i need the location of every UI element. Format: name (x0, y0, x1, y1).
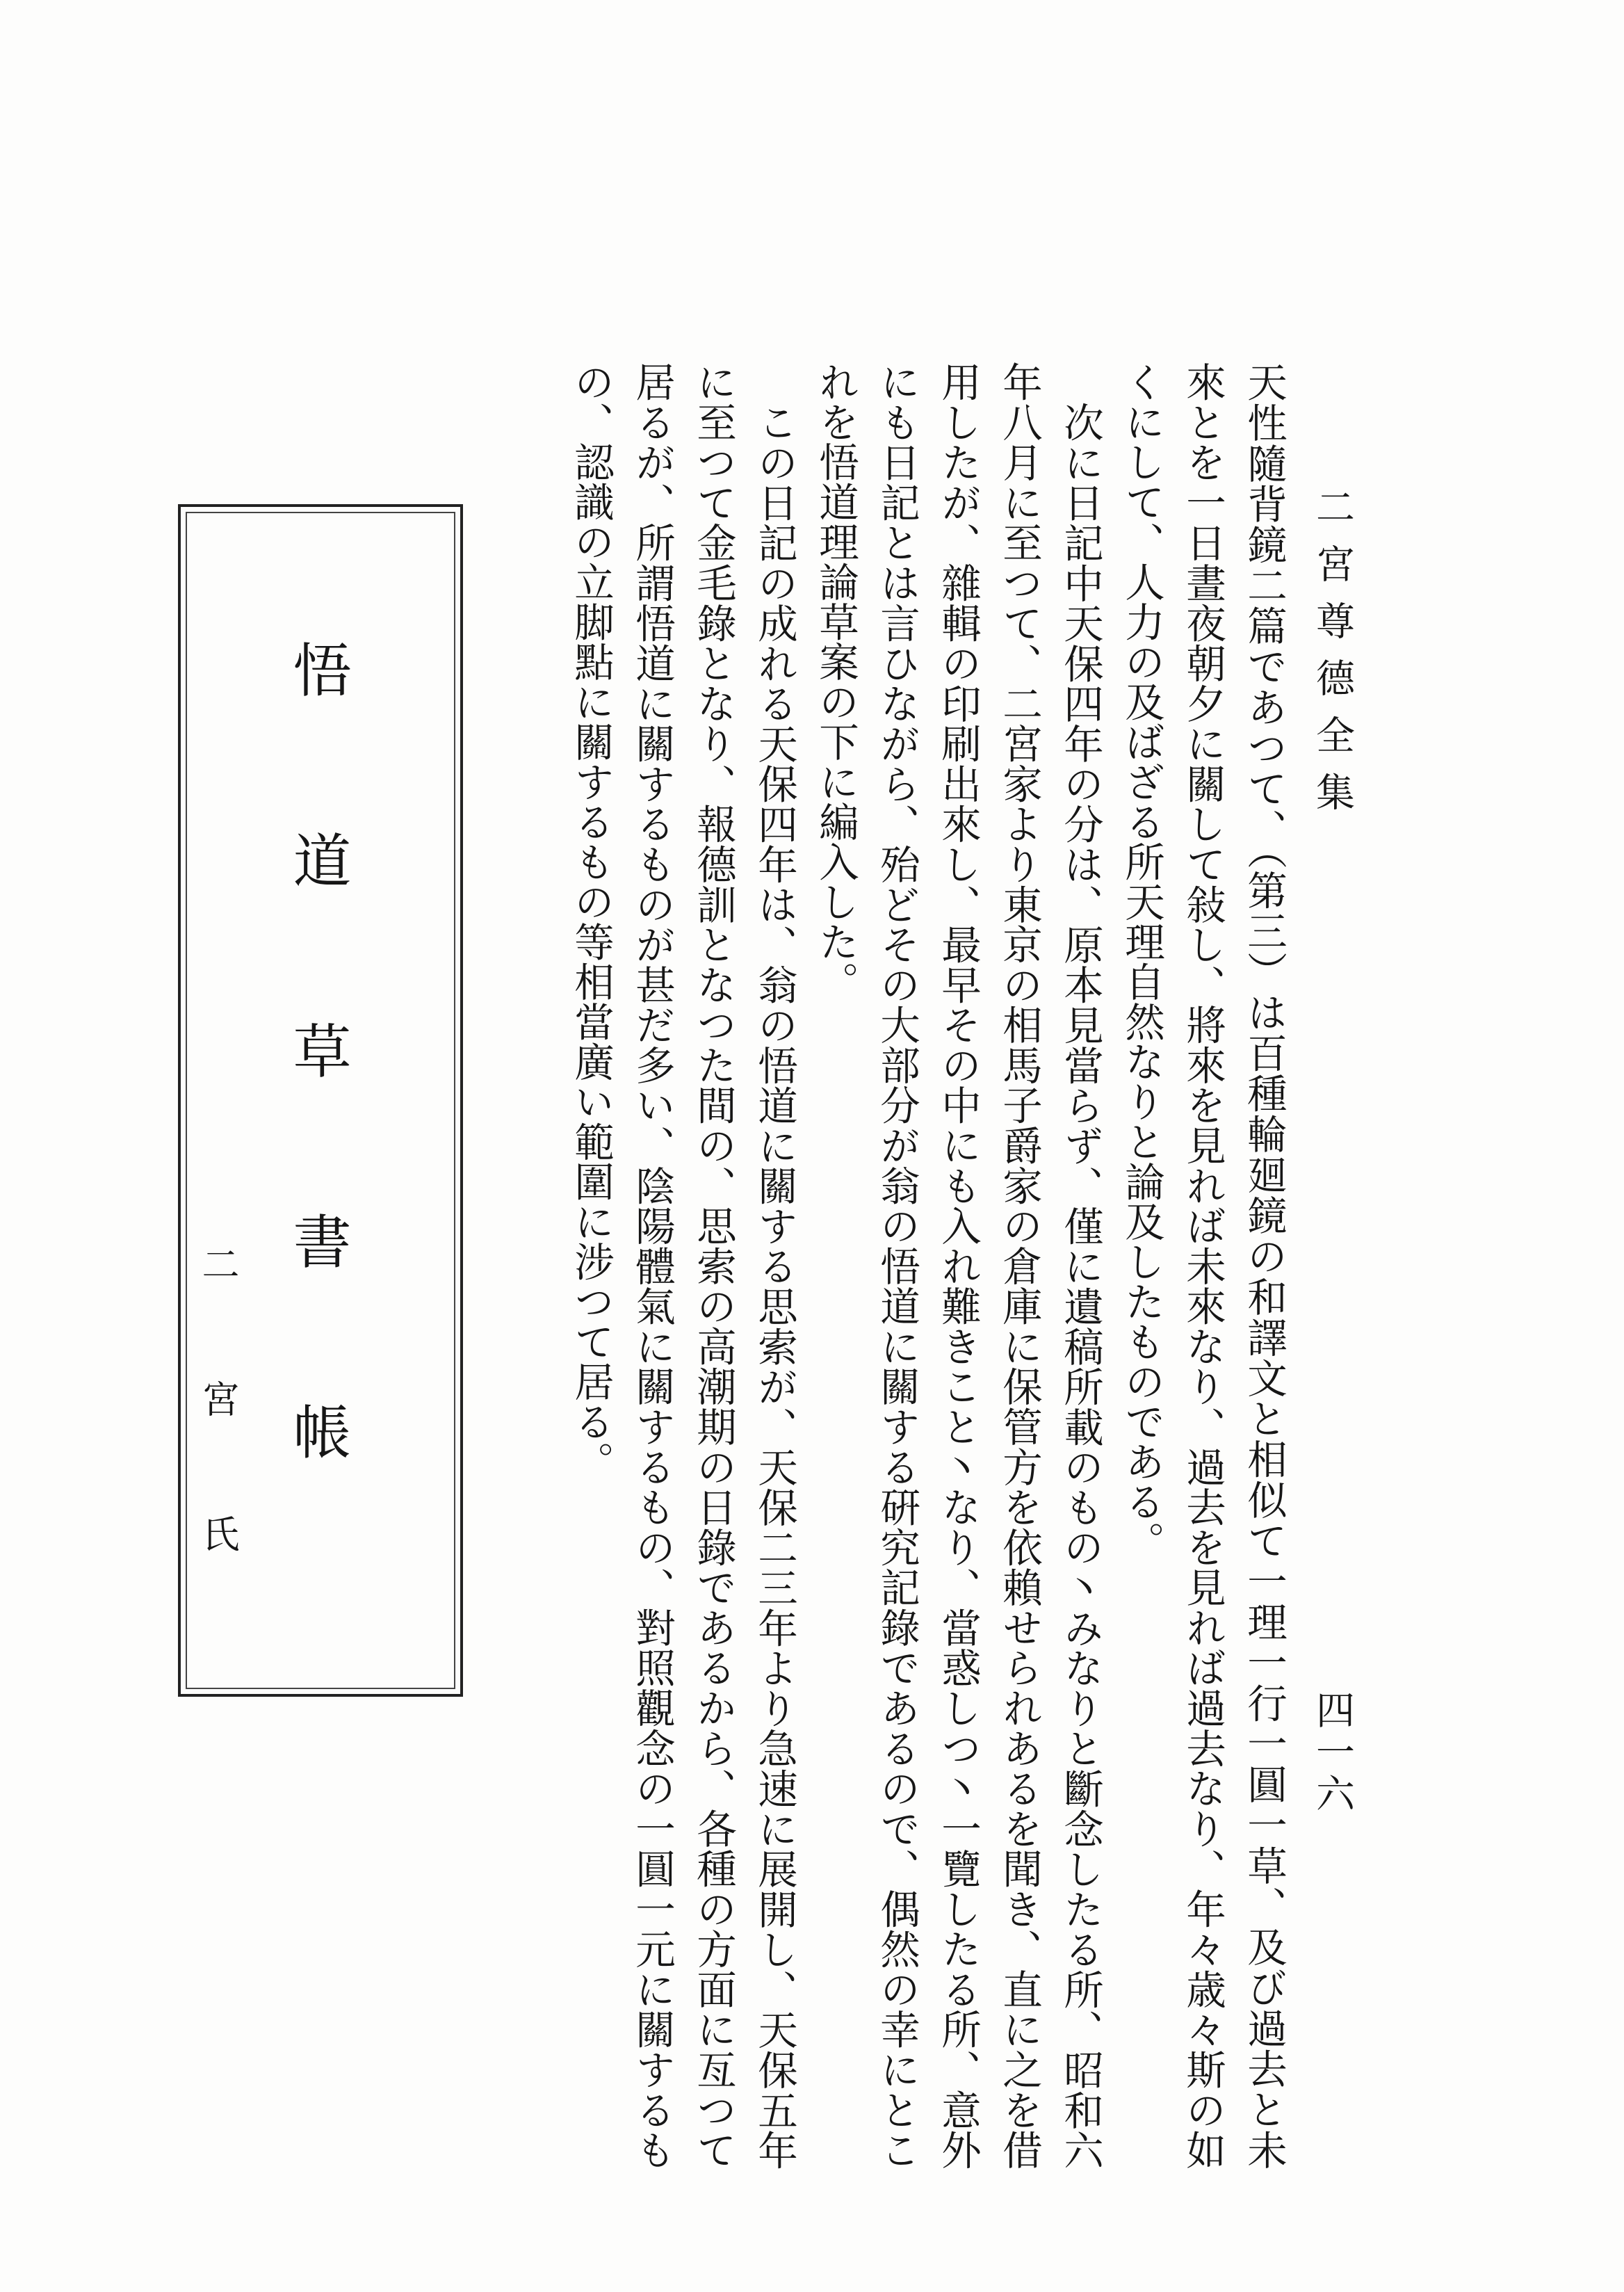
page-number: 四一六 (1310, 1690, 1355, 1815)
running-head-title: 二宮尊德全集 (1310, 487, 1355, 829)
body-text (565, 362, 1294, 2170)
inserted-book-title: 悟道草書帳 (284, 640, 352, 1592)
inserted-book-author: 二宮氏 (196, 1245, 240, 1649)
paragraph: 次に日記中天保四年の分は、原本見當らず、僅に遺稿所載のもの丶みなりと斷念したる所、昭和六年八月に至つて、二宮家より東京の相馬子爵家の倉庫に保管方を依賴せられあるを聞き、直に之を借用したが、雜輯の印刷出來し、最早その中にも入れ難きこと丶なり、當惑しつ丶一覽したる所、意外にも日記とは言ひながら、殆どその大部分が翁の悟道に關する硏究記錄であるので、偶然の幸にとこれを悟道理論草案の下に編入した。 (813, 362, 1104, 2170)
paragraph: 天性隨背鏡二篇であつて、（第三）は百種輪廻鏡の和譯文と相似て一理一行一圓一草、及び過去と未來とを一日晝夜朝夕に關して敍し、將來を見れば未來なり、過去を見れば過去なり、年々歳々斯の如くにして、人力の及ばざる所天理自然なりと論及したものである。 (1119, 362, 1288, 2170)
paragraph: この日記の成れる天保四年は、翁の悟道に關する思索が、天保二三年より急速に展開し、天保五年に至つて金毛錄となり、報德訓となつた間の、思索の高潮期の日錄であるから、各種の方面に亙つて居るが、所謂悟道に關するものが甚だ多い、陰陽體氣に關するもの、對照觀念の一圓一元に關するもの、認識の立脚點に關するもの等相當廣い範圍に涉つて居る。 (568, 362, 798, 2170)
